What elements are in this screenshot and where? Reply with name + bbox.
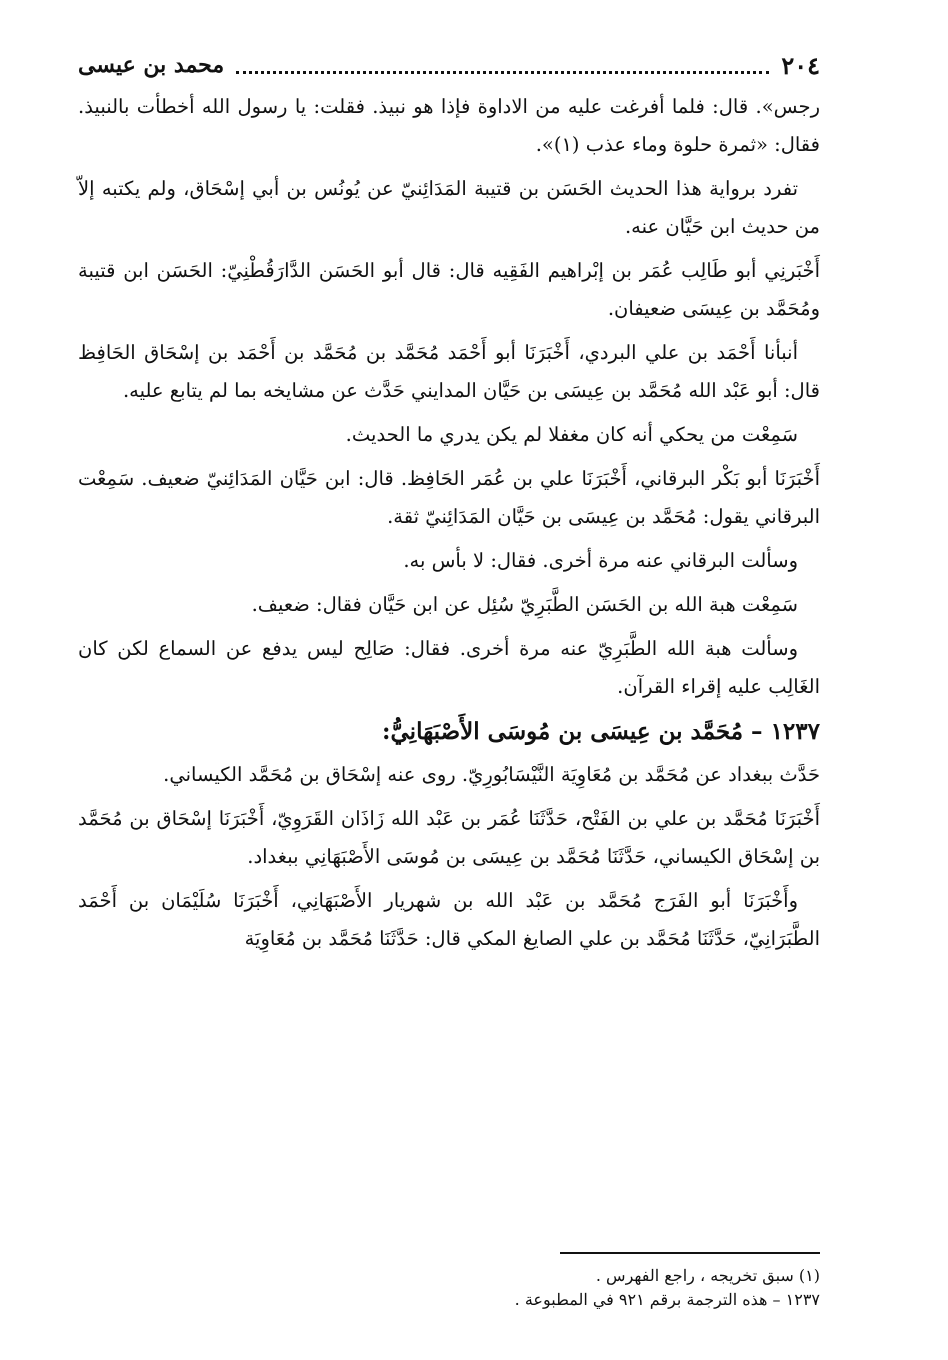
paragraph: أَخْبَرنِي أبو طَالِب عُمَر بن إبْراهيم الفَقِيه قال: قال أبو الحَسَن الدَّارَقُطْنِيّ: الحَسَن ابن قتيبة ومُحَمَّد بن عِيسَى ضعيفان.	[78, 259, 820, 320]
body-text	[78, 88, 820, 964]
paragraph: أنبأنا أَحْمَد بن علي البردي، أَخْبَرَنَا أبو أَحْمَد مُحَمَّد بن مُحَمَّد بن أَحْمَد بن إسْحَاق الحَافِظ قال: أبو عَبْد الله مُحَمَّد بن عِيسَى بن حَيَّان المدايني حَدَّث عن مشايخه بما لم يتابع عليه.	[78, 341, 820, 402]
document-page	[78, 40, 820, 1330]
footnote: (١) سبق تخريجه ، راجع الفهرس .	[595, 1266, 820, 1285]
running-title: محمد بن عيسى	[78, 52, 225, 78]
paragraph: سَمِعْت هبة الله بن الحَسَن الطَّبَرِيّ سُئِل عن ابن حَيَّان فقال: ضعيف.	[251, 593, 798, 616]
footnotes	[78, 1264, 820, 1312]
footnote-separator	[560, 1252, 820, 1254]
entry-paragraph: وأَخْبَرَنَا أبو الفَرَج مُحَمَّد بن عَبْد الله بن شهريار الأَصْبَهَانِي، أَخْبَرَنَا سُلَيْمَان بن أَحْمَد الطَّبَرَانِيّ، حَدَّثَنَا مُحَمَّد بن علي الصايغ المكي قال: حَدَّثَنَا مُحَمَّد بن مُعَاوِيَة	[78, 889, 820, 950]
paragraph: وسألت هبة الله الطَّبَرِيّ عنه مرة أخرى. فقال: صَالِح ليس يدفع عن السماع لكن كان الغَالِب عليه إقراء القرآن.	[78, 637, 820, 698]
paragraph: رجس». قال: فلما أفرغت عليه من الاداوة فإذا هو نبيذ. فقلت: يا رسول الله أخطأت بالنبيذ. فقال: «ثمرة حلوة وماء عذب (١)».	[78, 95, 820, 156]
paragraph: وسألت البرقاني عنه مرة أخرى. فقال: لا بأس به.	[403, 549, 798, 572]
paragraph: سَمِعْت من يحكي أنه كان مغفلا لم يكن يدري ما الحديث.	[345, 423, 798, 446]
entry-paragraph: حَدَّث ببغداد عن مُحَمَّد بن مُعَاوِيَة النَّيْسَابُورِيّ. روى عنه إسْحَاق بن مُحَمَّد الكيساني.	[163, 763, 820, 786]
paragraph: أَخْبَرَنَا أبو بَكْر البرقاني، أَخْبَرَنَا علي بن عُمَر الحَافِظ. قال: ابن حَيَّان المَدَائِنيّ ضعيف. سَمِعْت البرقاني يقول: مُحَمَّد بن عِيسَى بن حَيَّان المَدَائِنيّ ثقة.	[78, 467, 820, 528]
entry-paragraph: أَخْبَرَنَا مُحَمَّد بن علي بن الفَتْح، حَدَّثَنَا عُمَر بن عَبْد الله زَاذَان القَرَوِيّ، أَخْبَرَنَا إسْحَاق بن مُحَمَّد بن إسْحَاق الكيساني، حَدَّثَنَا مُحَمَّد بن عِيسَى بن مُوسَى الأَصْبَهَانِي ببغداد.	[78, 807, 820, 868]
footnote: ١٢٣٧ – هذه الترجمة برقم ٩٢١ في المطبوعة .	[514, 1290, 820, 1309]
paragraph: تفرد برواية هذا الحديث الحَسَن بن قتيبة المَدَائِنيّ عن يُونُس بن أبي إسْحَاق، ولم يكتبه إلاّ من حديث ابن حَيَّان عنه.	[78, 177, 820, 238]
page-number: ٢٠٤	[781, 50, 820, 80]
running-header	[78, 48, 820, 82]
entry-heading: ١٢٣٧ – مُحَمَّد بن عِيسَى بن مُوسَى الأَصْبَهَانِيُّ:	[382, 718, 820, 745]
leader-dots	[236, 57, 769, 74]
